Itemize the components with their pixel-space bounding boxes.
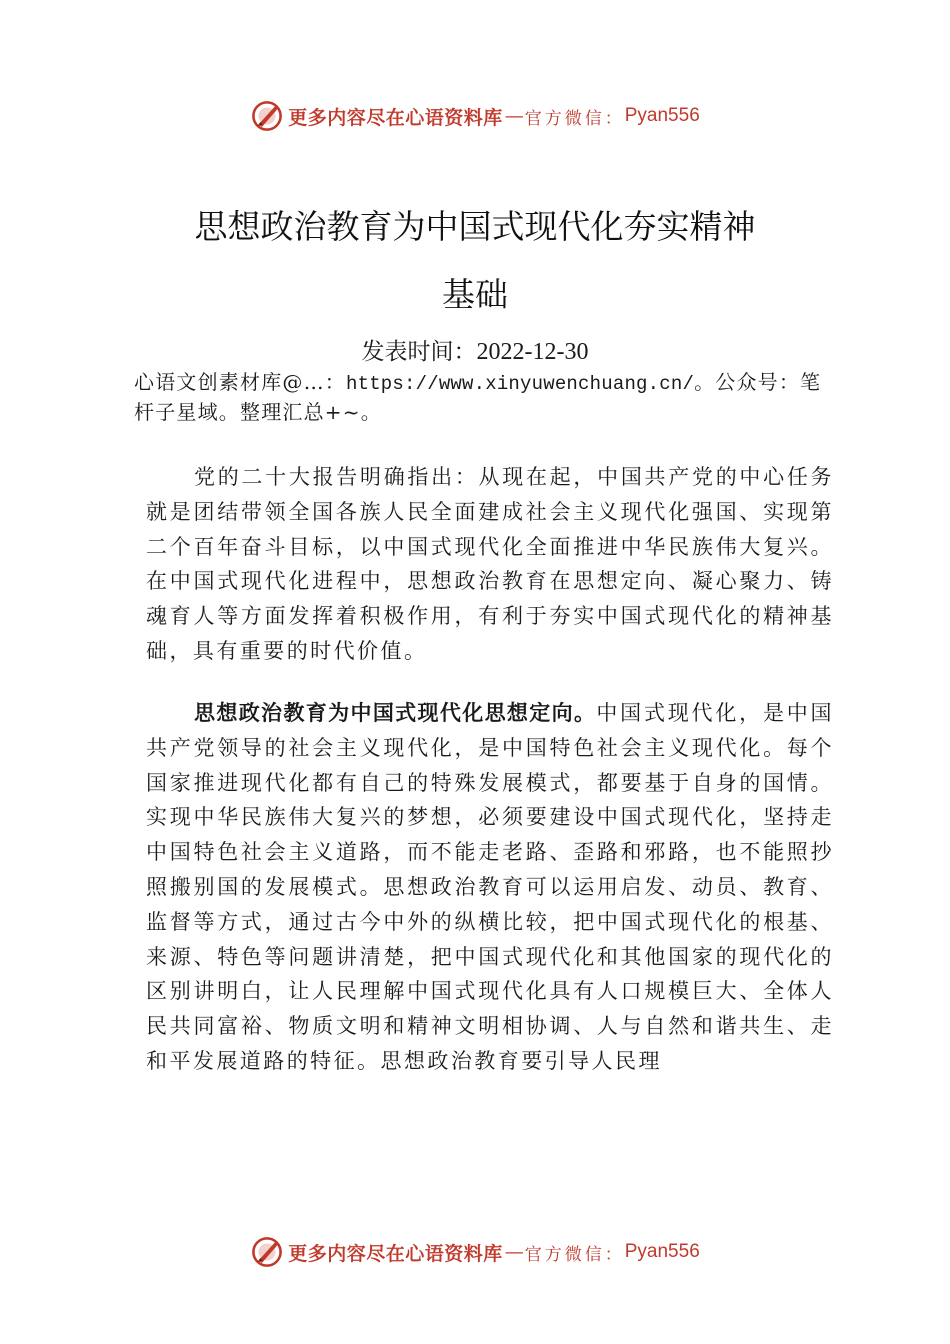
- paragraph-2-body: 中国式现代化，是中国共产党领导的社会主义现代化，是中国特色社会主义现代化。每个国家推进现代化都有自己的特殊发展模式，都要基于自身的国情。实现中华民族伟大复兴的梦想，必须要建设中国式现代化，坚持走中国特色社会主义道路，而不能走老路、歪路和邪路，也不能照抄照搬别国的发展模式。思想政治教育可以运用启发、动员、教育、监督等方式，通过古今中外的纵横比较，把中国式现代化的根基、来源、特色等问题讲清楚，把中国式现代化和其他国家的现代化的区别讲明白，让人民理解中国式现代化具有人口规模巨大、全体人民共同富裕、物质文明和精神文明相协调、人与自然和谐共生、走和平发展道路的特征。思想政治教育要引导人民理: [146, 701, 835, 1073]
- footer-wechat-id: Pyan556: [624, 1241, 700, 1262]
- banner-wechat-label: 官方微信：: [524, 108, 625, 129]
- pen-nib-logo-icon: [250, 1235, 284, 1269]
- footer-banner: [0, 1232, 950, 1272]
- body-paragraph-2: [146, 696, 834, 1079]
- source-note: [134, 368, 834, 426]
- body-paragraph-1: 党的二十大报告明确指出：从现在起，中国共产党的中心任务就是团结带领全国各族人民全面建成社会主义现代化强国、实现第二个百年奋斗目标，以中国式现代化全面推进中华民族伟大复兴。在中国式现代化进程中，思想政治教育在思想定向、凝心聚力、铸魂育人等方面发挥着积极作用，有利于夯实中国式现代化的精神基础，具有重要的时代价值。: [146, 465, 834, 663]
- publish-date-line: [0, 338, 950, 366]
- banner-dash: —: [504, 105, 523, 127]
- source-url: https://www.xinyuwenchuang.cn/: [346, 373, 695, 395]
- source-prefix: 心语文创素材库@…：: [134, 370, 346, 394]
- footer-wechat-label: 官方微信：: [524, 1244, 625, 1265]
- banner-brand-text: 更多内容尽在心语资料库: [288, 106, 503, 129]
- pen-nib-logo-icon: [250, 99, 284, 133]
- document-title-line1: 思想政治教育为中国式现代化夯实精神: [194, 207, 756, 246]
- document-title-line2: 基础: [442, 275, 508, 314]
- banner-wechat-id: Pyan556: [624, 105, 700, 126]
- footer-dash: —: [504, 1241, 523, 1263]
- footer-brand-text: 更多内容尽在心语资料库: [288, 1242, 503, 1265]
- source-suffix: 。公众号：笔杆子星域。整理汇总+~。: [134, 370, 822, 424]
- publish-date-label: 发表时间：: [361, 339, 477, 365]
- header-banner: [0, 96, 950, 136]
- publish-date-value: 2022-12-30: [476, 339, 589, 365]
- paragraph-lead-heading: 思想政治教育为中国式现代化思想定向。: [194, 701, 597, 725]
